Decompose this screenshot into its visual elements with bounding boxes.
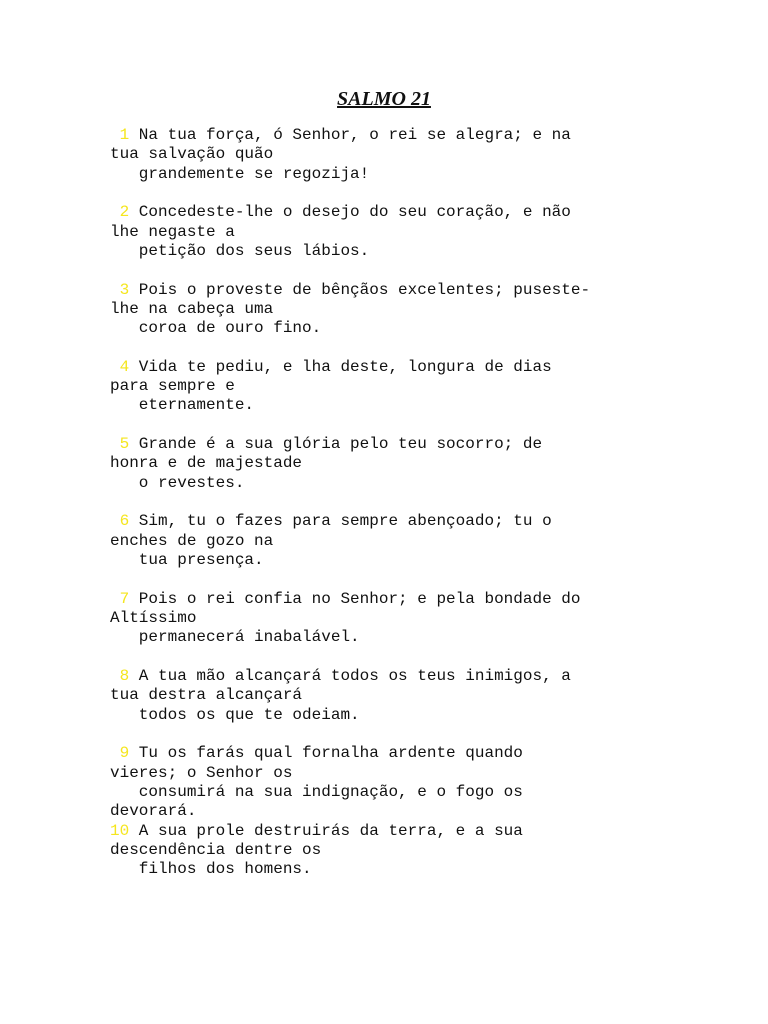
- verse-6: [110, 512, 670, 589]
- verse-line: lhe na cabeça uma: [110, 299, 274, 318]
- verse-3: [110, 281, 670, 358]
- verse-10: [110, 822, 670, 899]
- verse-7: [110, 590, 670, 667]
- verse-line: [110, 512, 670, 531]
- verse-line: enches de gozo na: [110, 531, 274, 550]
- verse-line: grandemente se regozija!: [110, 164, 370, 183]
- verse-line: permanecerá inabalável.: [110, 628, 360, 647]
- verse-2: [110, 203, 670, 280]
- verse-text: Pois o rei confia no Senhor; e pela bondade do: [129, 589, 581, 608]
- verse-line: eternamente.: [110, 396, 255, 415]
- verse-line: vieres; o Senhor os: [110, 763, 293, 782]
- verse-line: consumirá na sua indignação, e o fogo os: [110, 782, 523, 801]
- verse-number: 6: [110, 512, 130, 531]
- verse-line: devorará.: [110, 802, 197, 821]
- verse-line: [110, 590, 670, 609]
- verse-line: o revestes.: [110, 473, 245, 492]
- verse-text: A tua mão alcançará todos os teus inimigos, a: [129, 667, 571, 686]
- verse-line: [110, 281, 670, 300]
- verse-number: 10: [110, 821, 130, 840]
- verse-number: 9: [110, 744, 130, 763]
- verse-number: 1: [110, 126, 130, 144]
- verse-line: [110, 435, 670, 454]
- verse-line: tua salvação quão: [110, 145, 274, 164]
- verse-list: [110, 126, 670, 899]
- verse-8: [110, 667, 670, 744]
- verse-number: 4: [110, 357, 130, 376]
- verse-1: [110, 126, 670, 203]
- verse-line: [110, 667, 670, 686]
- verse-number: 2: [110, 203, 130, 222]
- verse-line: petição dos seus lábios.: [110, 241, 370, 260]
- verse-line: Altíssimo: [110, 609, 197, 628]
- verse-text: Vida te pediu, e lha deste, longura de dias: [129, 357, 552, 376]
- verse-line: [110, 358, 670, 377]
- verse-number: 8: [110, 667, 130, 686]
- verse-text: Grande é a sua glória pelo teu socorro; de: [129, 435, 543, 454]
- verse-line: honra e de majestade: [110, 454, 303, 473]
- verse-5: [110, 435, 670, 512]
- verse-line: lhe negaste a: [110, 222, 235, 241]
- verse-line: [110, 744, 670, 763]
- verse-line: tua destra alcançará: [110, 686, 303, 705]
- verse-line: coroa de ouro fino.: [110, 319, 322, 338]
- verse-text: Tu os farás qual fornalha ardente quando: [129, 744, 523, 763]
- verse-number: 3: [110, 280, 130, 299]
- verse-text: Na tua força, ó Senhor, o rei se alegra; e na: [129, 126, 571, 144]
- verse-number: 5: [110, 435, 130, 454]
- verse-line: tua presença.: [110, 551, 264, 570]
- verse-line: [110, 822, 670, 841]
- verse-line: [110, 126, 670, 145]
- verse-line: descendência dentre os: [110, 840, 322, 859]
- verse-text: Sim, tu o fazes para sempre abençoado; tu o: [129, 512, 552, 531]
- verse-line: para sempre e: [110, 377, 235, 396]
- verse-text: Concedeste-lhe o desejo do seu coração, e não: [129, 203, 571, 222]
- verse-text: Pois o proveste de bênçãos excelentes; puseste-: [129, 280, 591, 299]
- verse-4: [110, 358, 670, 435]
- page-title: SALMO 21: [337, 88, 431, 110]
- verse-line: todos os que te odeiam.: [110, 705, 360, 724]
- verse-line: filhos dos homens.: [110, 860, 312, 879]
- verse-text: A sua prole destruirás da terra, e a sua: [129, 821, 523, 840]
- verse-line: [110, 203, 670, 222]
- verse-number: 7: [110, 589, 130, 608]
- verse-9: [110, 744, 670, 821]
